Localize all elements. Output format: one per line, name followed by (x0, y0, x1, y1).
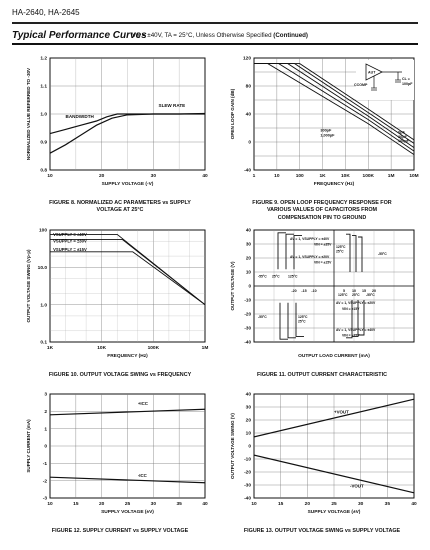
y-tick-label: 0.8 (40, 168, 47, 174)
figure-9-chart (228, 56, 418, 196)
y-tick-label: 40 (245, 392, 251, 398)
figure-9-svg (228, 56, 418, 191)
swing-curve-0 (50, 231, 205, 304)
figure-8-caption (20, 200, 220, 215)
figure-11-caption-line1: FIGURE 11. OUTPUT CURRENT CHARACTERISTIC (257, 372, 387, 378)
neg-limit-curve-0 (278, 233, 286, 269)
cond-20v-label: AV = 1, VSUPPLY = ±20V (290, 255, 330, 259)
y-tick-label: 10 (245, 431, 251, 437)
temp-label-m55-top: -55°C (378, 252, 387, 257)
y-axis-title: OUTPUT VOLTAGE SWING (Vp-p) (26, 249, 31, 323)
minus-icc-label: -ICC (137, 472, 147, 478)
center-tick-label: -15 (301, 289, 307, 293)
y-tick-label: -40 (244, 496, 251, 502)
x-tick-label: 1M (201, 346, 209, 351)
y-tick-label: 1.0 (40, 303, 47, 309)
y-tick-label: 2 (44, 410, 47, 416)
figure-8-chart (20, 56, 210, 196)
temp-label-25-top: 25°C (336, 249, 344, 254)
figure-11-chart (228, 228, 418, 368)
x-tick-label: 1K (319, 174, 326, 179)
figure-13-caption (222, 528, 422, 535)
x-tick-label: 100K (147, 346, 160, 351)
temp-label-25-low: 25°C (298, 319, 306, 324)
temp-label-125-low: 125°C (298, 315, 308, 320)
y-tick-label: -1 (42, 462, 47, 468)
figure-11-caption (222, 372, 422, 379)
y-tick-label: 100 (38, 228, 47, 234)
y-tick-label: 1.2 (40, 56, 47, 62)
y-tick-label: 0 (44, 444, 47, 450)
x-tick-label: 10K (97, 346, 107, 351)
series-label-1: VSUPPLY = ±30V (53, 238, 87, 244)
temp-label-25: 25°C (272, 274, 280, 279)
series-label-2: VSUPPLY = ±15V (53, 247, 87, 253)
y-tick-label: 0.9 (40, 140, 47, 146)
conditions-text: VS = ±40V, TA = 25°C, Unless Otherwise Specified (132, 32, 272, 39)
y-tick-label: 10 (245, 269, 251, 275)
temp-label-m55-low: -55°C (258, 315, 267, 320)
center-tick-label: -20 (291, 289, 297, 293)
x-tick-label: 25 (124, 502, 131, 507)
x-axis-title: SUPPLY VOLTAGE (±V) (101, 510, 154, 515)
figure-10-chart (20, 228, 210, 368)
x-tick-label: 40 (202, 174, 208, 179)
x-tick-label: 40 (202, 502, 208, 507)
slew-rate-label: SLEW RATE (158, 103, 186, 108)
figure-13-svg (228, 392, 418, 520)
x-tick-label: 30 (150, 502, 157, 507)
section-rule (12, 43, 418, 45)
y-axis-title: OUTPUT VOLTAGE SWING (V) (230, 413, 235, 479)
y-tick-label: 0 (248, 283, 251, 289)
figure-13-chart (228, 392, 418, 525)
x-tick-label: 20 (304, 502, 311, 507)
y-tick-label: -10 (244, 297, 251, 303)
temp-label-25-mid: 25°C (352, 292, 360, 297)
figure-9-caption-line1: FIGURE 9. OPEN LOOP FREQUENCY RESPONSE FOR (252, 200, 392, 206)
y-tick-label: 1.0 (40, 112, 47, 118)
cl-label: CL = (402, 77, 410, 81)
y-tick-label: -40 (244, 339, 251, 345)
cond-20v-label-low: AV = 1, VSUPPLY = ±20V (336, 301, 376, 306)
x-tick-label: 40 (411, 502, 417, 507)
y-axis-title: SUPPLY CURRENT (mA) (26, 419, 31, 473)
section-title: Typical Performance Curves (12, 30, 147, 41)
y-tick-label: -30 (244, 325, 251, 331)
figure-10-caption (20, 372, 220, 379)
center-tick-label: 15 (362, 289, 366, 293)
part-numbers: HA-2640, HA-2645 (12, 8, 80, 17)
vin-35v-label: VIN = ±35V (314, 242, 332, 247)
continued-text: (Continued) (273, 32, 308, 39)
figure-9-caption (222, 200, 422, 222)
cl-value-label: 100pF (402, 82, 413, 86)
x-axis-title: SUPPLY VOLTAGE (-V) (101, 182, 154, 187)
center-tick-label: 5 (343, 289, 345, 293)
figure-12-chart (20, 392, 210, 525)
y-tick-label: -20 (244, 470, 251, 476)
x-tick-label: 1K (46, 346, 54, 351)
y-tick-label: 40 (245, 112, 251, 118)
y-tick-label: -10 (244, 457, 251, 463)
curve-label-0pf: 0pF (398, 130, 405, 135)
y-tick-label: 20 (245, 418, 251, 424)
y-tick-label: 1.1 (40, 84, 47, 90)
y-tick-label: -40 (244, 168, 251, 174)
curve-label-300pf: 300pF (320, 128, 332, 133)
y-tick-label: 0.1 (40, 340, 47, 346)
temp-label-m55-mid: -55°C (366, 292, 375, 297)
y-tick-label: 0 (248, 140, 251, 146)
aut-label: AUT (368, 70, 376, 75)
figure-12-caption-line1: FIGURE 12. SUPPLY CURRENT vs SUPPLY VOLTAGE (51, 528, 189, 534)
figure-13-caption-line1: FIGURE 13. OUTPUT VOLTAGE SWING vs SUPPLY VOLTAGE (243, 528, 401, 534)
y-tick-label: 30 (245, 241, 251, 247)
conditions-line (132, 32, 308, 39)
figure-9-caption-line3: COMPENSATION PIN TO GROUND (277, 214, 367, 221)
minus-vout-label: -VOUT (350, 483, 364, 489)
cond-40v-label: AV = 1, VSUPPLY = ±40V (290, 236, 330, 241)
x-tick-label: 1M (387, 174, 395, 179)
x-axis-title: FREQUENCY (Hz) (313, 182, 355, 187)
x-tick-label: 10 (47, 174, 53, 179)
center-tick-label: -10 (311, 289, 317, 293)
x-tick-label: 10 (47, 502, 53, 507)
y-tick-label: 20 (245, 255, 251, 261)
x-tick-label: 20 (98, 502, 105, 507)
figure-8-svg (20, 56, 210, 191)
bandwidth-label: BANDWIDTH (65, 114, 94, 120)
y-axis-title: NORMALIZED VALUE REFERRED TO -30V (26, 67, 31, 161)
swing-curve-2 (50, 252, 205, 305)
vin-35v-label-low: VIN = ±35V (342, 333, 360, 338)
figure-9-caption-line2: VARIOUS VALUES OF CAPACITORS FROM (266, 207, 378, 214)
x-axis-title: FREQUENCY (Hz) (107, 354, 148, 359)
y-tick-label: 1 (44, 427, 47, 433)
y-tick-label: 80 (245, 84, 251, 90)
x-axis-title: SUPPLY VOLTAGE (±V) (307, 510, 361, 515)
vin-15v-label: VIN = ±15V (314, 260, 332, 265)
y-tick-label: -3 (42, 496, 47, 502)
y-tick-label: -30 (244, 483, 251, 489)
x-tick-label: 30 (150, 174, 157, 179)
x-tick-label: 15 (277, 502, 284, 507)
header-rule (12, 22, 418, 24)
x-tick-label: 1 (252, 174, 256, 179)
figure-11-svg (228, 228, 418, 363)
neg-limit-curve-low-1 (288, 303, 296, 338)
plus-icc-label: +ICC (137, 400, 148, 406)
x-axis-title: OUTPUT LOAD CURRENT (mA) (298, 354, 370, 359)
vin-15v-label-low: VIN = ±15V (342, 306, 360, 311)
curve-label-30pf: 30pF (398, 134, 407, 139)
plus-vout-label: +VOUT (334, 409, 349, 415)
x-tick-label: 30 (357, 502, 364, 507)
curve-label-1000pf: 1,000pF (320, 133, 335, 138)
x-tick-label: 10 (274, 174, 280, 179)
temp-label-125: 125°C (288, 274, 298, 279)
temp-label-m55: -55°C (258, 274, 267, 279)
x-tick-label: 15 (73, 502, 79, 507)
y-tick-label: -20 (244, 311, 251, 317)
x-tick-label: 100 (295, 174, 304, 179)
x-tick-label: 10M (409, 174, 419, 179)
pos-limit-curve-2 (358, 237, 362, 272)
figure-12-caption (20, 528, 220, 535)
y-tick-label: 3 (44, 392, 47, 398)
y-tick-label: 10.0 (37, 266, 47, 272)
ccomp-label: CCOMP (354, 83, 368, 87)
center-tick-label: 10 (352, 289, 356, 293)
pos-limit-curve-low-0 (346, 300, 352, 338)
x-tick-label: 35 (176, 502, 182, 507)
curve-label-100pf: 100pF (398, 139, 410, 143)
y-tick-label: 30 (245, 405, 251, 411)
y-tick-label: 120 (242, 56, 251, 62)
figure-10-caption-line1: FIGURE 10. OUTPUT VOLTAGE SWING vs FREQUENCY (48, 372, 192, 378)
y-tick-label: -2 (42, 479, 47, 485)
neg-limit-curve-low-0 (280, 303, 288, 339)
x-tick-label: 10 (251, 502, 257, 507)
x-tick-label: 100K (362, 174, 375, 179)
y-axis-title: OUTPUT VOLTAGE (V) (230, 261, 235, 311)
x-tick-label: 25 (331, 502, 337, 507)
temp-label-125-mid: 125°C (338, 292, 348, 297)
y-tick-label: 40 (245, 227, 251, 233)
center-tick-label: 20 (372, 289, 376, 293)
figure-12-svg (20, 392, 210, 520)
y-tick-label: 0 (248, 444, 251, 450)
temp-label-125-top: 125°C (336, 245, 346, 250)
series-label-0: VSUPPLY = ±40V (53, 231, 87, 237)
y-axis-title: OPEN LOOP GAIN (dB) (230, 88, 235, 140)
cond-40v-label-low: AV = 1, VSUPPLY = ±40V (336, 327, 376, 332)
pos-limit-curve-0 (346, 234, 350, 272)
figure-10-svg (20, 228, 210, 363)
x-tick-label: 20 (98, 174, 105, 179)
figure-8-caption-line2: VOLTAGE AT 25°C (96, 207, 144, 214)
figure-8-caption-line1: FIGURE 8. NORMALIZED AC PARAMETERS vs SUPPLY (49, 200, 191, 206)
x-tick-label: 10K (341, 174, 350, 179)
x-tick-label: 35 (384, 502, 391, 507)
